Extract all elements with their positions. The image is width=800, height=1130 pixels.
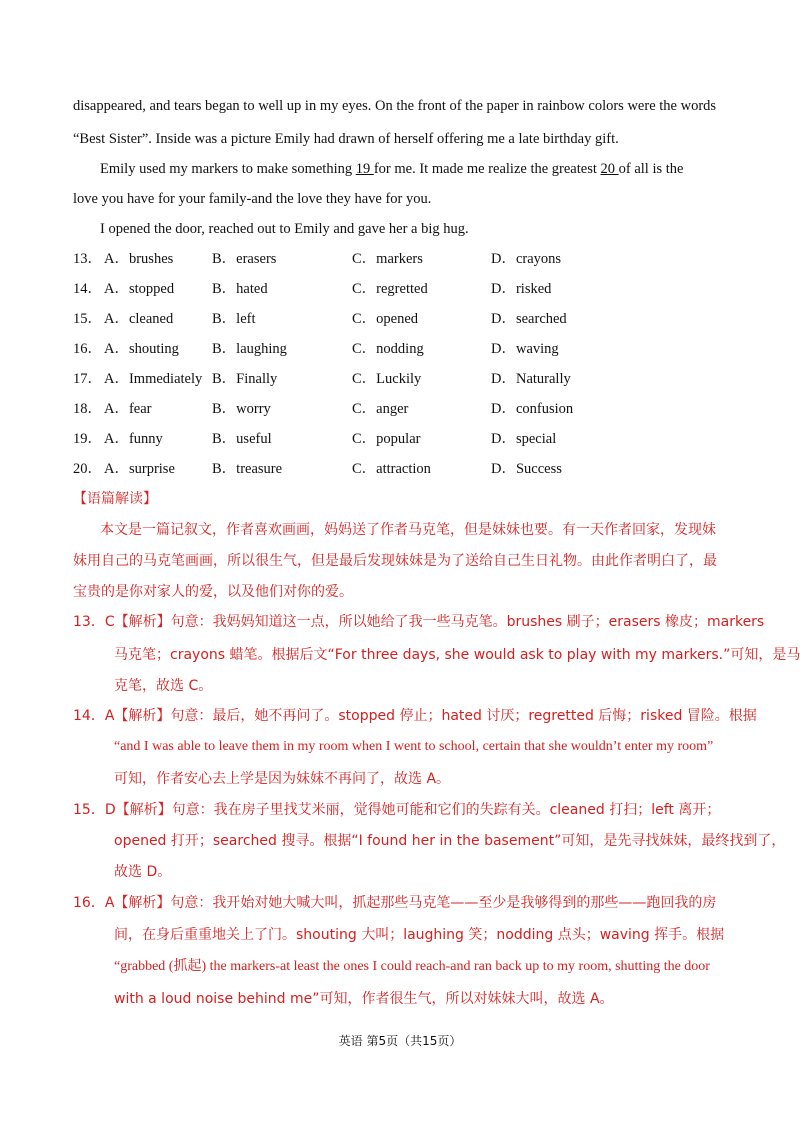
answer-16: with a loud noise behind me”可知，作者很生气，所以对妹妹大叫，故选 A。 [114,991,614,1007]
document-page: disappeared, and tears began to well up in my eyes. On the front of the paper in rainbow colors were the words “Best Sister”. Inside was a picture Emily had drawn of herself offering me a late birthday gift. Emily used my markers to make something 19 for me. It made me realize the greatest 20 of all is the love you have for your family-and the love they have for you. I opened the door, reached out to Emily and gave her a big hug. 13． A．brushes B．erasers C．markers D．crayons 14． A．stopped B．hated C．regretted D．risked 15． A．cleaned B．left C．opened D．searched 16． A．shouting B．laughing C．nodding D．waving 17． A．Immediately B．Finally C．Luckily D．Naturally 18． A．fear B．worry C．anger D．confusion 19． A．funny B．useful C．popular D．special 20． A．surprise B．treasure C．attraction D．Success 【语篇解读】 本文是一篇记叙文，作者喜欢画画，妈妈送了作者马克笔，但是妹妹也要。有一天作者回家，发现妹 妹用自己的马克笔画画，所以很生气，但是最后发现妹妹是为了送给自己生日礼物。由此作者明白了，最 宝贵的是你对家人的爱，以及他们对你的爱。 13．C【解析】句意：我妈妈知道这一点，所以她给了我一些马克笔。brushes 刷子；erasers 橡皮；markers 马克笔；crayons 蜡笔。根据后文“For three days, she would ask to play with my markers.”可知，是马 克笔，故选 C。 14．A【解析】句意：最后，她不再问了。stopped 停止；hated 讨厌；regretted 后悔；risked 冒险。根据 “and I was able to leave them in my room when I went to school, certain that she wouldn’t enter my room” 可知，作者安心去上学是因为妹妹不再问了，故选 A。 15．D【解析】句意：我在房子里找艾米丽，觉得她可能和它们的失踪有关。cleaned 打扫；left 离开； opened 打开；searched 搜寻。根据“I found her in the basement”可知，是先寻找妹妹，最终找到了， 故选 D。 16．A【解析】句意：我开始对她大喊大叫，抓起那些马克笔——至少是我够得到的那些——跑回我的房 间，在身后重重地关上了门。shouting 大叫；laughing 笑；nodding 点头；waving 挥手。根据 “grabbed (抓起) the markers-at least the ones I could reach-and ran back up to my room, shutting the door with a loud noise behind me”可知，作者很生气，所以对妹妹大叫，故选 A。 英语 第5页（共15页） [0,0,800,1130]
passage-line: Emily used my markers to make something 19 for me. It made me realize the greatest 20 of all is the [100,161,684,177]
blank-20: 20 [600,161,619,177]
passage-line: I opened the door, reached out to Emily and gave her a big hug. [100,221,469,237]
analysis-heading: 【语篇解读】 [73,491,157,507]
answer-16: 间，在身后重重地关上了门。shouting 大叫；laughing 笑；nodding 点头；waving 挥手。根据 [114,927,725,943]
answer-13: 13．C【解析】句意：我妈妈知道这一点，所以她给了我一些马克笔。brushes 刷子；erasers 橡皮；markers [73,614,765,630]
page-footer: 英语 第5页（共15页） [338,1034,462,1048]
answer-13: 克笔，故选 C。 [114,678,213,694]
passage-line: love you have for your family-and the love they have for you. [73,191,432,207]
answer-16: “grabbed (抓起) the markers-at least the ones I could reach-and ran back up to my room, shutting the door [114,959,710,974]
answer-15: opened 打开；searched 搜寻。根据“I found her in the basement”可知，是先寻找妹妹，最终找到了， [114,833,786,849]
answer-14: “and I was able to leave them in my room when I went to school, certain that she wouldn’t enter my room” [114,739,714,754]
blank-19: 19 [355,161,374,177]
analysis-summary: 宝贵的是你对家人的爱，以及他们对你的爱。 [73,584,353,600]
analysis-summary: 本文是一篇记叙文，作者喜欢画画，妈妈送了作者马克笔，但是妹妹也要。有一天作者回家，发现妹 [100,522,716,538]
answer-15: 故选 D。 [114,864,172,880]
answer-14: 可知，作者安心去上学是因为妹妹不再问了，故选 A。 [114,771,451,787]
answer-13: 马克笔；crayons 蜡笔。根据后文“For three days, she would ask to play with my markers.”可知，是马 [114,647,800,663]
answer-15: 15．D【解析】句意：我在房子里找艾米丽，觉得她可能和它们的失踪有关。cleaned 打扫；left 离开； [73,802,721,818]
answer-16: 16．A【解析】句意：我开始对她大喊大叫，抓起那些马克笔——至少是我够得到的那些——跑回我的房 [73,895,717,911]
answer-14: 14．A【解析】句意：最后，她不再问了。stopped 停止；hated 讨厌；regretted 后悔；risked 冒险。根据 [73,708,757,724]
passage-line: disappeared, and tears began to well up in my eyes. On the front of the paper in rainbow colors were the words [73,98,717,114]
passage-line: “Best Sister”. Inside was a picture Emily had drawn of herself offering me a late birthday gift. [73,131,619,147]
analysis-summary: 妹用自己的马克笔画画，所以很生气，但是最后发现妹妹是为了送给自己生日礼物。由此作者明白了，最 [73,553,717,569]
